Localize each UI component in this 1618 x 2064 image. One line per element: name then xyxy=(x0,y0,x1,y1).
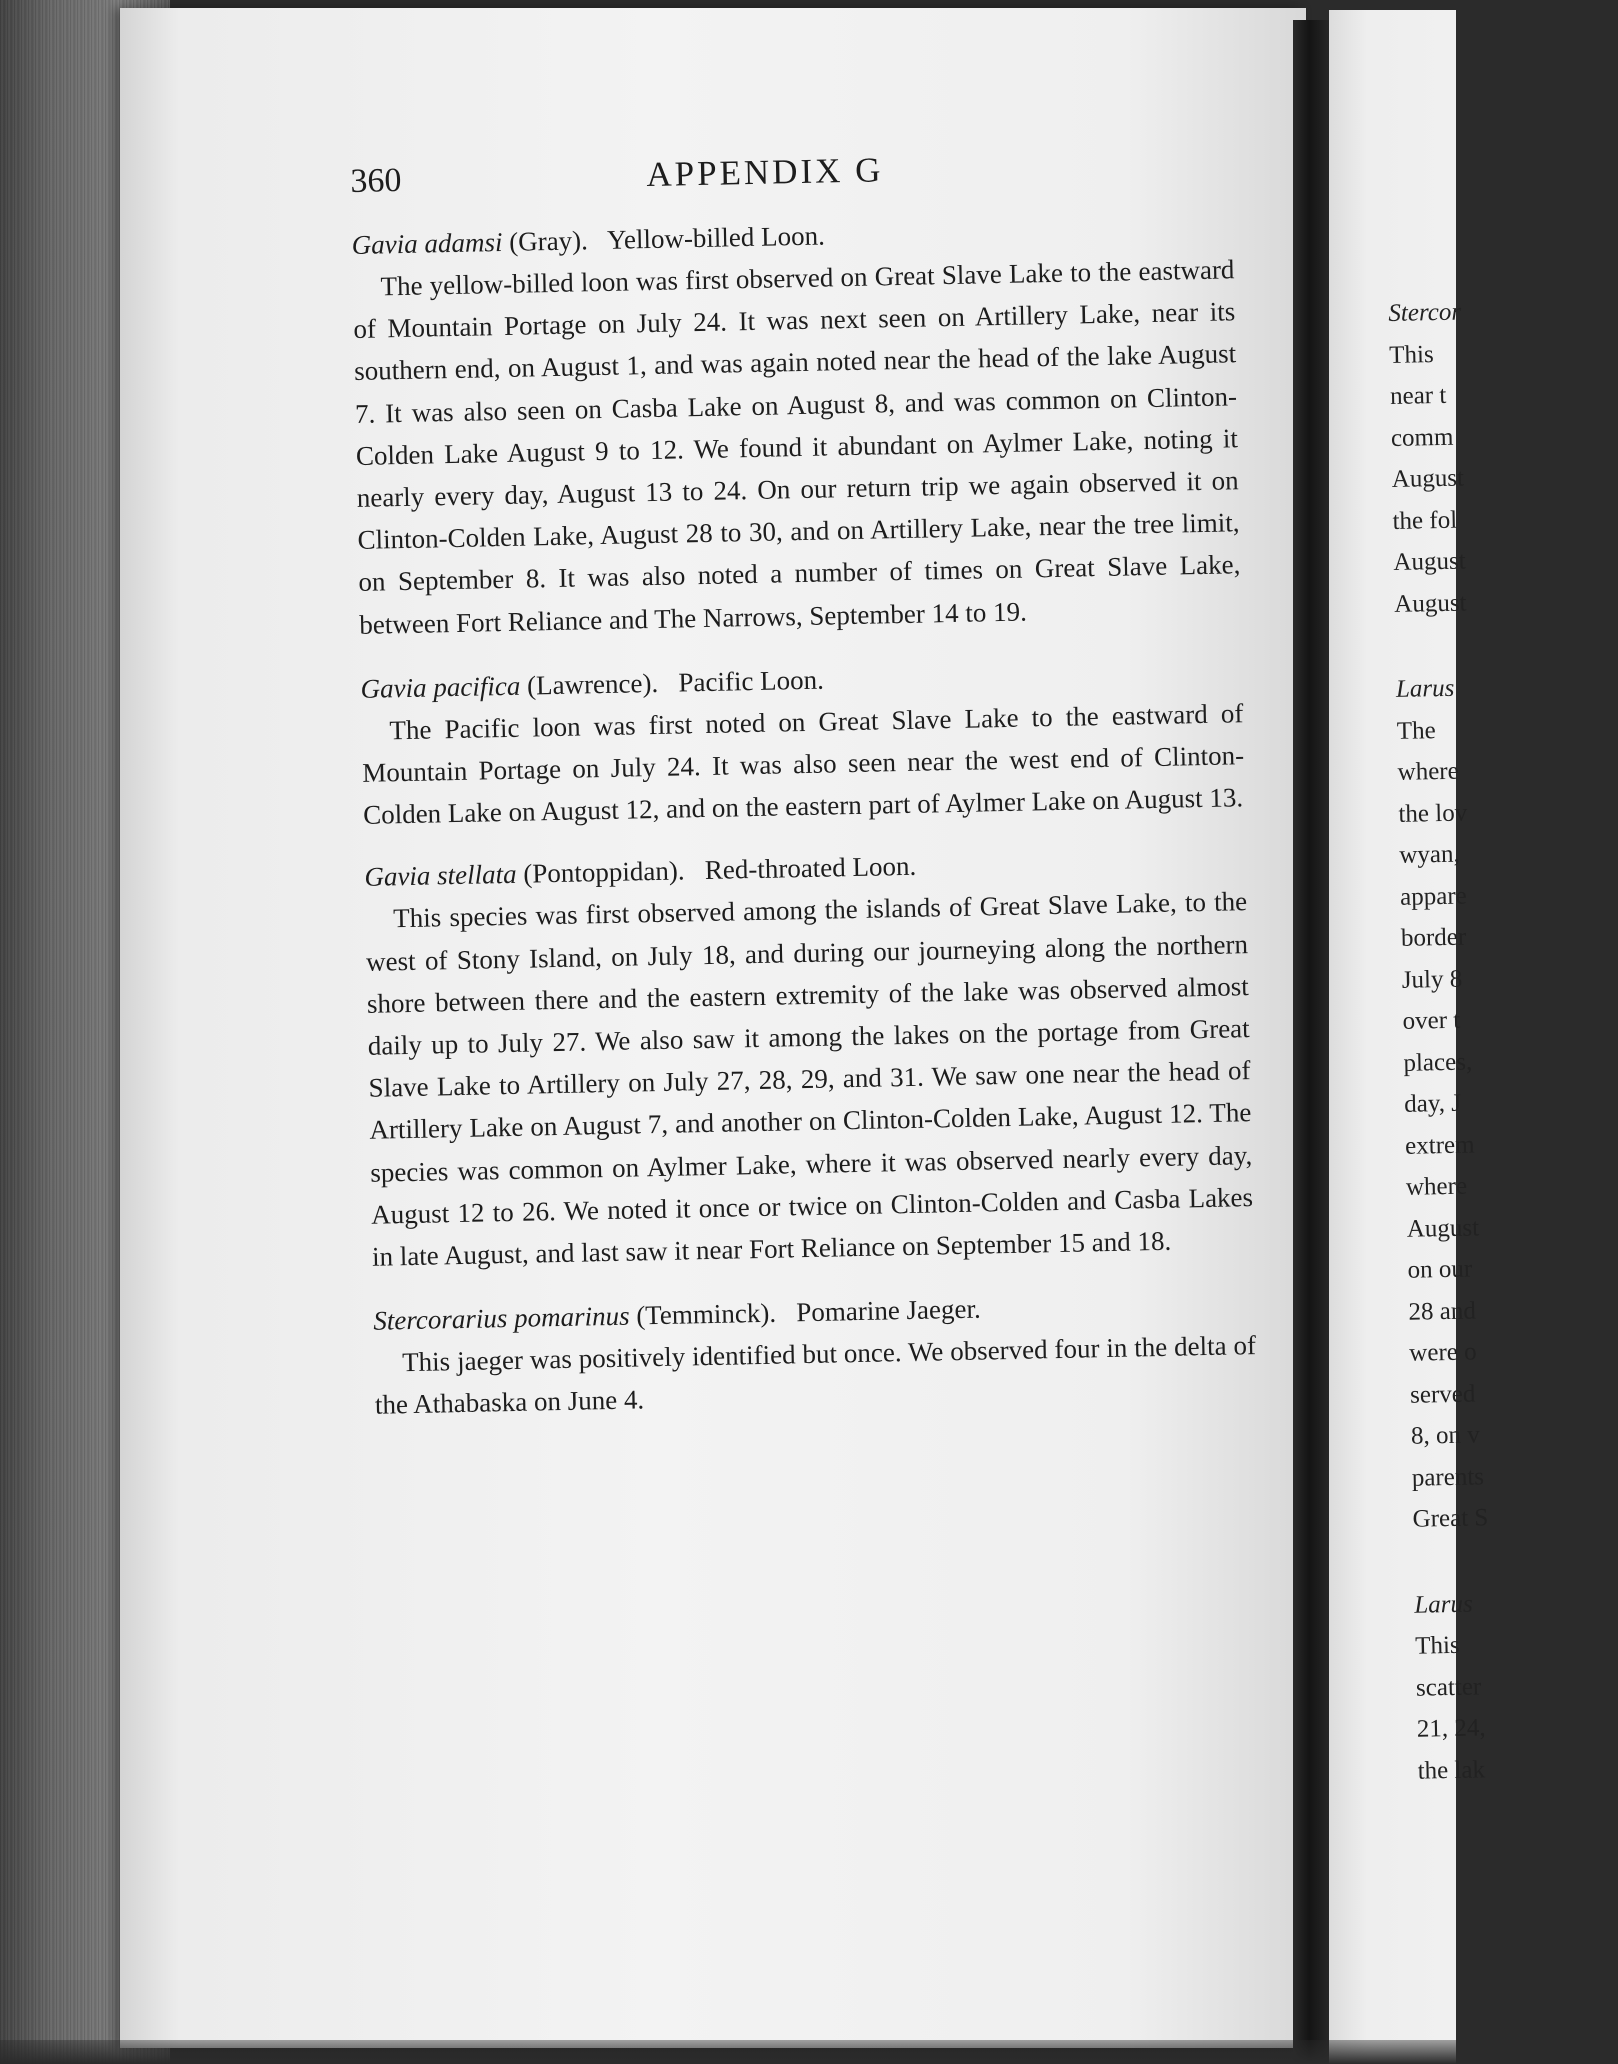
facing-line: day, J xyxy=(1404,1089,1462,1118)
scientific-name: Stercorarius pomarinus xyxy=(373,1300,630,1337)
facing-line: This xyxy=(1388,340,1434,369)
page-number: 360 xyxy=(350,161,402,200)
facing-line: 21, 24, xyxy=(1416,1714,1486,1743)
common-name: Red-throated Loon. xyxy=(704,851,917,886)
species-entry xyxy=(373,1282,1257,1426)
facing-line: 8, on v xyxy=(1410,1421,1480,1450)
facing-block-2 xyxy=(1396,665,1613,1540)
facing-line: July 8 xyxy=(1401,965,1463,994)
authority: (Temminck). xyxy=(635,1297,777,1331)
facing-line: where xyxy=(1405,1172,1468,1201)
species-entry xyxy=(360,650,1245,836)
species-account: This species was first observed among the islands of Great Slave Lake, to the west of Stony Island, on July 18, and during our journeying along the northern shore between there and the eastern extremity of the lake was observed almost daily up to July 27. We also saw it among the lakes on the portage from Great Slave Lake to Artillery on July 27, 28, 29, and 31. We saw one near the head of Artillery Lake on August 7, and another on Clinton-Colden Lake, August 12. The species was common on Aylmer Lake, where it was observed nearly every day, August 12 to 26. We noted it once or twice on Clinton-Colden and Casba Lakes in late August, and last saw it near Fort Reliance on September 15 and 18. xyxy=(365,886,1254,1272)
facing-line: Larus xyxy=(1395,674,1455,703)
common-name: Yellow-billed Loon. xyxy=(606,220,826,255)
facing-page-text xyxy=(1388,289,1618,1792)
running-head: APPENDIX G xyxy=(645,150,884,195)
species-account: The yellow-billed loon was first observed on Great Slave Lake to the eastward of Mountain Portage on July 24. It was next seen on Artillery Lake, near its southern end, on August 1, and was again noted near the head of the lake August 7. It was also seen on Casba Lake on August 8, and was common on Clinton-Colden Lake August 9 to 12. We found it abundant on Aylmer Lake, noting it nearly every day, August 13 to 24. On our return trip we again observed it on Clinton-Colden Lake, August 28 to 30, and on Artillery Lake, near the tree limit, on September 8. It was also noted a number of times on Great Slave Lake, between Fort Reliance and The Narrows, September 14 to 19. xyxy=(353,254,1241,640)
common-name: Pacific Loon. xyxy=(678,664,825,698)
species-entry xyxy=(351,206,1241,645)
book-gutter xyxy=(1293,20,1329,2064)
species-account: This jaeger was positively identified but once. We observed four in the delta of the Athabaska on June 4. xyxy=(374,1330,1257,1421)
facing-line: border xyxy=(1400,923,1467,952)
facing-line: the lov xyxy=(1398,799,1468,828)
species-entry xyxy=(364,839,1254,1278)
facing-block-3 xyxy=(1414,1580,1618,1791)
facing-block-1 xyxy=(1388,289,1595,625)
facing-line: where xyxy=(1397,757,1459,786)
facing-line: August xyxy=(1393,547,1466,576)
facing-line: parents xyxy=(1411,1462,1485,1492)
facing-line: near t xyxy=(1389,381,1447,410)
facing-line: over t xyxy=(1402,1006,1461,1035)
facing-line: on our xyxy=(1407,1255,1473,1284)
facing-line: wyan, xyxy=(1399,840,1460,869)
facing-line: Stercor xyxy=(1388,298,1462,327)
left-page-text xyxy=(350,142,1257,1426)
bottom-shadow xyxy=(0,2040,1456,2064)
scientific-name: Gavia adamsi xyxy=(351,226,503,260)
facing-line: the lak xyxy=(1417,1755,1486,1785)
facing-line: This xyxy=(1414,1631,1460,1660)
facing-line: extrem xyxy=(1404,1130,1475,1160)
authority: (Gray). xyxy=(508,225,589,257)
species-account: The Pacific loon was first noted on Great Slave Lake to the eastward of Mountain Portage on July 24. It was also seen near the west end of Clinton-Colden Lake on August 12, and on the eastern part of Aylmer Lake on August 13. xyxy=(362,698,1245,831)
scientific-name: Gavia stellata xyxy=(364,859,517,893)
facing-line: served xyxy=(1409,1379,1476,1409)
facing-line: comm xyxy=(1390,423,1454,452)
authority: (Pontoppidan). xyxy=(523,855,685,890)
facing-line: Larus xyxy=(1414,1590,1473,1619)
facing-line: places, xyxy=(1403,1047,1473,1077)
scientific-name: Gavia pacifica xyxy=(360,670,521,704)
facing-line: The xyxy=(1396,716,1436,745)
facing-line: were o xyxy=(1409,1338,1477,1367)
facing-line: August xyxy=(1391,464,1465,493)
common-name: Pomarine Jaeger. xyxy=(795,1293,982,1328)
facing-line: appare xyxy=(1399,882,1468,911)
facing-line: August xyxy=(1393,588,1467,618)
facing-line: 28 and xyxy=(1408,1296,1477,1326)
facing-line: the fol xyxy=(1392,506,1458,535)
authority: (Lawrence). xyxy=(526,667,659,701)
facing-line: Great S xyxy=(1412,1504,1489,1533)
facing-line: scatter xyxy=(1415,1672,1482,1702)
facing-line: August xyxy=(1406,1213,1480,1243)
